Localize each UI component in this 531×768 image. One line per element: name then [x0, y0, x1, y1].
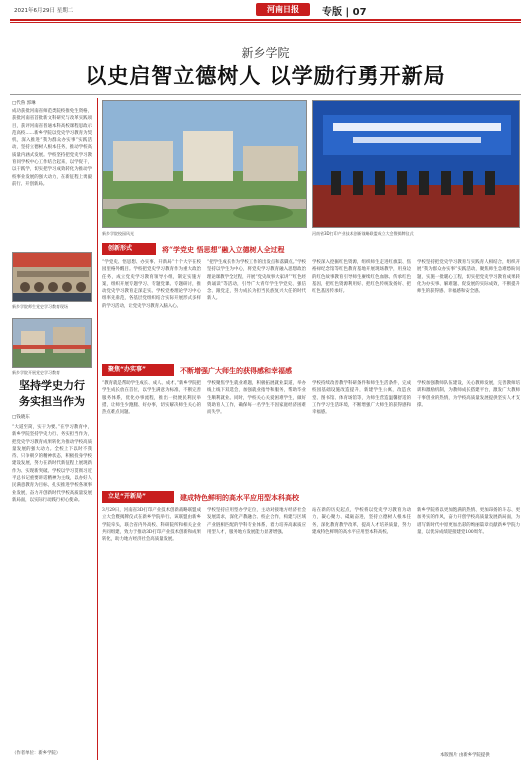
section-2-title: 不断增强广大师生的获得感和幸福感 [180, 366, 292, 375]
sidebar-byline: □钱晓东 [12, 415, 30, 420]
sidebar-title-line2: 务实担当作为 [19, 395, 85, 408]
main-photo-ceremony-caption: 河南省3D打印产业技术创新战略联盟成立大会暨揭牌仪式 [312, 231, 414, 236]
section-2-col-2: 学校聚焦学生就业难题，积极拓展就业渠道，举办线上线下双选会，加强就业指导和服务，帮助毕业生顺利就业。同时，学校关心关爱困难学生，做好资助育人工作，确保每一名学生不因家庭经济困难而失学。 [207, 381, 306, 416]
sidebar-photo-1 [12, 252, 92, 302]
section-3-col-2: 学校坚持应用型办学定位，主动对接地方经济社会发展需求，深化产教融合、校企合作，构建与区域产业链相匹配的学科专业体系，着力培养高素质应用型人才，服务地方发展能力显著增强。 [207, 508, 306, 535]
sidebar-photo-2 [12, 318, 92, 368]
section-1-title: 将“学党史 悟思想”融入立德树人全过程 [162, 245, 285, 254]
section-3-col-4: 新乡学院将以更加饱满的热情、更加昂扬的斗志、更加务实的作风，奋力开创学校高质量发展新局面，为谱写新时代中原更加出彩的绚丽篇章贡献新乡学院力量，以优异成绩迎接建党100周年。 [417, 508, 520, 535]
section-1-banner: 创新形式 [102, 243, 156, 255]
headline-rule [10, 94, 521, 95]
section-2-col-1: “教育就是帮助学生成长、成人、成才。”新乡学院把学生成长放在首位，以学生满意为标准，不断完善服务体系，优化办事流程，推出一批便民利民举措，让师生少跑腿、好办事，切实解决师生关心的热点难点问题。 [102, 381, 201, 416]
section-2-banner: 聚焦“办实事” [102, 364, 174, 376]
section-1-col-2: “把学生成长作为学校工作的出发点和落脚点。”学校坚持以学生为中心，将党史学习教育融入思想政治理论课教学全过程，开展“党史故事大家讲”“红色经典诵读”等活动，引导广大青年学生学党史、强信念、跟党走，努力成长为担当民族复兴大任的时代新人。 [207, 260, 306, 302]
section-label: 专版 | 07 [322, 7, 367, 18]
header-rule-thin [10, 22, 521, 23]
campus-event-image [13, 319, 92, 368]
page-title: 以史启智立德树人 以学励行勇开新局 [85, 63, 446, 88]
article-intro: 成功获批河南省师范类院校推免生资格，获批河南省首批新文科研究与改革实践项目，获评河南省普通本科高校课程思政示范高校……新乡学院以党史学习教育为契机，深入推进“我为群众办实事”实践活动，坚持立德树人根本任务，推动学校高质量内涵式发展。学校坚持把党史学习教育同学校中心工作结合起来，以学促干，以干践学，切实把学习成效转化为推动学校事业发展的强大动力，在新征程上勇毅前行、开创新局。 [12, 109, 92, 187]
section-1-col-3: 学校深入挖掘红色资源，组织师生走进红旗渠、焦裕禄纪念馆等红色教育基地开展现场教学，用身边的红色故事教育引导师生赓续红色血脉、传承红色基因，把红色资源利用好、把红色传统发扬好、把红色基因传承好。 [312, 260, 411, 295]
sidebar-title-line1: 坚持学史力行 [19, 379, 85, 392]
issue-date: 2021年6月29日 星期二 [14, 8, 74, 14]
sidebar-note: （作者单位：新乡学院） [12, 751, 61, 756]
study-scene-image [13, 253, 92, 302]
section-3-col-1: 3月29日，河南省3D打印产业技术创新战略联盟成立大会暨揭牌仪式在新乡学院举行。该联盟由新乡学院牵头，联合省内外高校、科研院所和相关企业共同组建，致力于推动3D打印产业技术创新和成果转化，助力地方经济社会高质量发展。 [102, 508, 201, 543]
article-byline: □代鲁 郭琳 [12, 101, 36, 106]
section-2-col-3: 学校持续改善教学科研条件和师生生活条件，完成校园基础设施改造提升，新建学生公寓，改造食堂、图书馆、体育场馆等，为师生营造温馨舒适的工作学习生活环境，不断增强广大师生的获得感和幸福感。 [312, 381, 411, 416]
section-2-col-4: 学校加强教师队伍建设，关心教师发展，完善教师培训和激励机制，为教师成长搭建平台，激发广大教师干事创业的热情，为学校高质量发展提供坚实人才支撑。 [417, 381, 520, 408]
section-3-banner: 立足“开新局” [102, 491, 174, 503]
sidebar-photo-1-caption: 新乡学院师生党史学习教育现场 [12, 304, 68, 309]
newspaper-logo: 河南日报 [256, 3, 310, 16]
section-3-title: 建成特色鲜明的高水平应用型本科高校 [180, 493, 299, 502]
main-photo-ceremony [312, 100, 520, 228]
sidebar-body: “大道至简，实干为要。”在学习教育中，新乡学院坚持学史力行、务实担当作为，把党史学习教育成果转化为推动学校高质量发展的强大动力。全校上下以时不我待、只争朝夕的精神状态，积极投身学校建设发展，努力在新时代新征程上展现新作为、实现新突破。学校以学习贯彻习近平总书记重要讲话精神为主线，以办好人民满意教育为目标，扎实推进学校各项事业发展，奋力开创新时代学校高质量发展新局面，以实际行动践行初心使命。 [12, 425, 92, 503]
section-3-col-3: 站在新的历史起点，学校将以党史学习教育为动力，凝心聚力、砥砺奋进，坚持立德树人根本任务，深化教育教学改革，提高人才培养质量，努力建成特色鲜明的高水平应用型本科高校。 [312, 508, 411, 535]
kicker: 新乡学院 [241, 46, 290, 60]
photo-credit: 本版图片 由新乡学院提供 [440, 753, 490, 758]
ceremony-stage-image [313, 101, 520, 228]
section-1-col-4: 学校坚持把党史学习教育与实践育人相结合，组织开展“我为群众办实事”实践活动，聚焦师生急难愁盼问题，实施一批暖心工程，切实把党史学习教育成果转化为办实事、解难题、促发展的实际成效，不断提升师生的获得感、幸福感和安全感。 [417, 260, 520, 295]
main-photo-campus-caption: 新乡学院校园风光 [102, 231, 134, 236]
sidebar-divider [97, 98, 98, 760]
sidebar-photo-2-caption: 新乡学院开展党史学习教育 [12, 370, 60, 375]
header-rule [10, 19, 521, 21]
main-photo-campus [102, 100, 307, 228]
section-1-col-1: “学党史、悟思想、办实事、开新局”十个大字在校园里格外醒目。学校把党史学习教育作为重大政治任务，成立党史学习教育领导小组，制定实施方案，组织开展专题学习、专题党课、专题研讨，推动党史学习教育走深走实。学校党委理论学习中心组率先垂范，各基层党组织结合实际开展形式多样的学习活动，让党史学习教育入脑入心。 [102, 260, 201, 309]
campus-aerial-image [103, 101, 307, 228]
